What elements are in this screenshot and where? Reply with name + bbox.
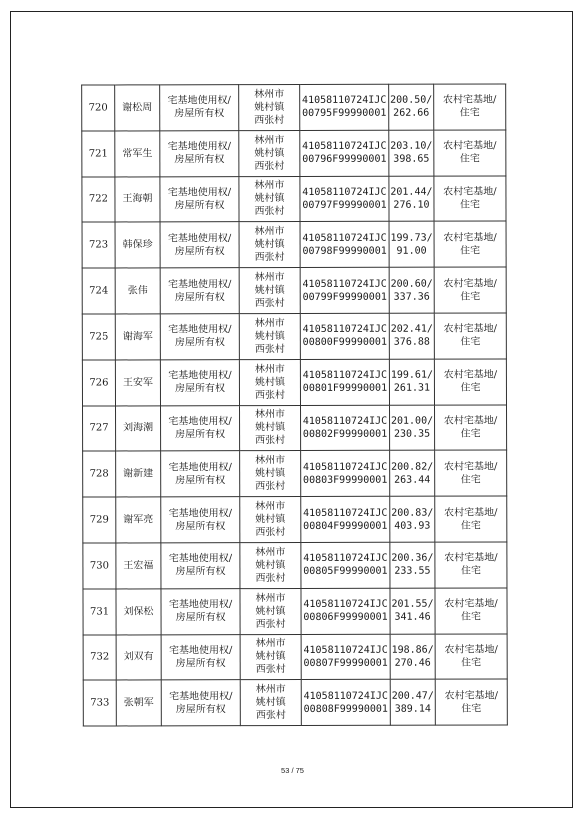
land-use-line: 农村宅基地/ — [444, 552, 498, 564]
unit-code-cell — [301, 634, 390, 680]
area-line: 200.82/ — [391, 461, 434, 473]
location-cell — [239, 359, 300, 405]
location-cell — [239, 313, 300, 359]
unit-code-line: 41058110724IJC — [303, 553, 388, 565]
unit-code-line: 00808F99990001 — [303, 703, 388, 715]
land-use-line: 住宅 — [460, 520, 481, 532]
right-type-line: 宅基地使用权/ — [167, 141, 232, 153]
land-use-line: 住宅 — [459, 199, 480, 211]
record-number-cell: 724 — [82, 268, 115, 314]
record-number-cell: 723 — [82, 222, 115, 268]
location-line: 姚村镇 — [254, 239, 285, 251]
location-line: 西张村 — [255, 481, 286, 493]
unit-code-line: 41058110724IJC — [303, 644, 388, 656]
table-row — [83, 405, 507, 452]
table-row — [83, 679, 507, 726]
unit-code-line: 00798F99990001 — [302, 245, 387, 257]
table-row — [82, 267, 506, 314]
area-line: 200.83/ — [391, 507, 434, 519]
right-type-cell — [161, 588, 240, 634]
table-body — [82, 84, 508, 726]
right-type-line: 宅基地使用权/ — [169, 690, 233, 703]
area-cell — [390, 588, 435, 634]
area-cell — [390, 634, 435, 680]
owner-name-cell: 王安军 — [115, 360, 160, 406]
unit-code-cell — [300, 130, 389, 176]
owner-name-cell: 张朝军 — [116, 680, 161, 726]
record-number-cell: 729 — [83, 497, 116, 543]
unit-code-cell — [300, 222, 389, 268]
record-number-cell: 731 — [83, 589, 116, 635]
area-line: 202.41/ — [390, 324, 433, 336]
owner-name-cell: 韩保珍 — [115, 222, 160, 268]
land-use-line: 农村宅基地/ — [443, 94, 497, 107]
record-number-cell: 720 — [82, 85, 115, 131]
table-row — [82, 313, 506, 360]
area-line: 199.73/ — [390, 232, 433, 244]
land-use-line: 住宅 — [461, 611, 482, 623]
unit-code-line: 00803F99990001 — [303, 474, 388, 486]
location-line: 西张村 — [254, 389, 285, 401]
right-type-cell — [160, 314, 239, 360]
owner-name-cell: 刘保松 — [116, 589, 161, 635]
unit-code-cell — [300, 267, 389, 313]
land-use-cell — [435, 496, 507, 542]
area-line: 230.35 — [393, 428, 431, 440]
right-type-line: 宅基地使用权/ — [168, 324, 232, 336]
page-number: 53 / 75 — [281, 766, 304, 775]
right-type-line: 房屋所有权 — [174, 383, 225, 395]
location-line: 林州市 — [255, 546, 286, 558]
location-line: 姚村镇 — [255, 651, 286, 663]
right-type-line: 宅基地使用权/ — [168, 416, 232, 428]
owner-name-cell: 刘双有 — [116, 634, 161, 680]
area-line: 200.47/ — [391, 690, 434, 702]
property-register-table — [81, 83, 508, 726]
location-line: 姚村镇 — [255, 514, 286, 526]
right-type-cell — [160, 359, 239, 405]
right-type-line: 宅基地使用权/ — [168, 507, 232, 519]
unit-code-line: 00804F99990001 — [303, 520, 388, 532]
location-cell — [240, 634, 301, 680]
location-cell — [240, 405, 301, 451]
location-line: 林州市 — [255, 455, 286, 467]
location-line: 西张村 — [254, 298, 285, 310]
owner-name-cell: 王宏福 — [116, 543, 161, 589]
land-use-line: 住宅 — [460, 382, 481, 394]
unit-code-line: 00800F99990001 — [302, 337, 387, 349]
record-number-cell: 726 — [82, 360, 115, 406]
land-use-cell — [435, 542, 507, 588]
owner-name-cell: 谢新建 — [116, 451, 161, 497]
location-line: 林州市 — [254, 272, 285, 284]
unit-code-line: 41058110724IJC — [303, 598, 388, 611]
unit-code-cell — [300, 405, 389, 451]
right-type-line: 宅基地使用权/ — [168, 645, 233, 657]
location-line: 西张村 — [255, 664, 286, 676]
unit-code-line: 41058110724IJC — [302, 95, 387, 107]
owner-name-cell: 谢松周 — [115, 85, 160, 131]
area-cell — [389, 267, 434, 313]
unit-code-line: 00795F99990001 — [302, 108, 387, 120]
owner-name-cell: 谢军亮 — [116, 497, 161, 543]
land-use-line: 住宅 — [459, 153, 480, 165]
land-use-line: 农村宅基地/ — [443, 140, 497, 152]
right-type-line: 房屋所有权 — [175, 703, 226, 716]
area-line: 201.44/ — [390, 186, 433, 198]
right-type-line: 宅基地使用权/ — [168, 553, 233, 565]
location-line: 姚村镇 — [254, 285, 285, 297]
area-line: 376.88 — [393, 337, 430, 349]
right-type-cell — [161, 497, 240, 543]
location-cell — [239, 222, 300, 268]
area-cell — [390, 451, 435, 497]
area-line: 261.31 — [393, 382, 431, 394]
area-line: 398.65 — [393, 153, 430, 165]
right-type-line: 房屋所有权 — [175, 474, 226, 487]
area-cell — [389, 313, 434, 359]
area-line: 233.55 — [394, 566, 431, 578]
area-cell — [389, 84, 434, 130]
unit-code-line: 41058110724IJC — [302, 369, 388, 382]
location-line: 林州市 — [254, 134, 285, 146]
location-cell — [239, 176, 300, 222]
unit-code-line: 00797F99990001 — [302, 199, 387, 211]
area-line: 91.00 — [396, 245, 427, 257]
location-line: 西张村 — [255, 618, 286, 630]
right-type-line: 宅基地使用权/ — [167, 187, 232, 199]
unit-code-line: 00806F99990001 — [303, 611, 388, 624]
location-cell — [239, 130, 300, 176]
land-use-line: 农村宅基地/ — [443, 278, 497, 290]
unit-code-cell — [300, 313, 389, 359]
area-cell — [389, 176, 434, 222]
area-line: 200.60/ — [390, 278, 433, 290]
area-cell — [390, 542, 435, 588]
location-line: 姚村镇 — [254, 193, 285, 205]
land-use-line: 农村宅基地/ — [444, 507, 498, 519]
right-type-line: 房屋所有权 — [174, 154, 225, 166]
right-type-cell — [161, 405, 240, 451]
unit-code-line: 00802F99990001 — [302, 428, 388, 440]
right-type-line: 宅基地使用权/ — [167, 95, 231, 107]
location-line: 姚村镇 — [254, 101, 285, 113]
unit-code-cell — [301, 588, 390, 634]
location-cell — [240, 680, 301, 726]
location-cell — [239, 84, 300, 130]
right-type-cell — [161, 451, 240, 497]
right-type-cell — [161, 680, 240, 726]
right-type-cell — [160, 176, 239, 222]
owner-name-cell: 王海朝 — [115, 176, 160, 222]
location-line: 林州市 — [255, 592, 286, 604]
area-line: 203.10/ — [390, 140, 433, 152]
location-line: 西张村 — [255, 527, 286, 539]
unit-code-cell — [301, 496, 390, 542]
land-use-line: 农村宅基地/ — [444, 644, 498, 656]
land-use-line: 住宅 — [461, 703, 482, 715]
area-cell — [390, 679, 435, 725]
location-line: 西张村 — [254, 206, 285, 218]
right-type-line: 宅基地使用权/ — [168, 599, 233, 611]
land-use-cell — [435, 679, 507, 725]
location-line: 姚村镇 — [254, 147, 285, 159]
right-type-line: 房屋所有权 — [174, 245, 225, 258]
right-type-line: 房屋所有权 — [174, 108, 225, 120]
land-use-cell — [435, 634, 507, 680]
location-line: 姚村镇 — [255, 559, 286, 571]
area-cell — [389, 130, 434, 176]
area-cell — [390, 496, 435, 542]
land-use-cell — [434, 405, 506, 451]
right-type-line: 房屋所有权 — [175, 566, 226, 578]
location-cell — [240, 542, 301, 588]
right-type-line: 房屋所有权 — [174, 337, 225, 349]
land-use-line: 住宅 — [459, 107, 480, 119]
area-cell — [389, 405, 434, 451]
land-use-line: 农村宅基地/ — [443, 415, 498, 427]
owner-name-cell: 张伟 — [115, 268, 160, 314]
area-line: 201.00/ — [390, 415, 434, 427]
location-cell — [240, 451, 301, 497]
area-line: 276.10 — [393, 199, 430, 211]
location-line: 林州市 — [255, 409, 286, 421]
location-line: 林州市 — [254, 226, 285, 238]
unit-code-line: 00796F99990001 — [302, 153, 387, 166]
table-row — [82, 359, 506, 406]
unit-code-cell — [301, 680, 390, 726]
table-row — [83, 634, 507, 681]
area-line: 337.36 — [393, 291, 430, 303]
table-row — [83, 542, 507, 589]
location-line: 林州市 — [254, 88, 285, 100]
location-line: 林州市 — [254, 363, 285, 375]
right-type-line: 宅基地使用权/ — [168, 461, 232, 474]
location-line: 西张村 — [255, 710, 286, 722]
record-number-cell: 730 — [83, 543, 116, 589]
land-use-cell — [434, 84, 506, 130]
table-row — [83, 588, 507, 635]
location-line: 西张村 — [255, 572, 286, 584]
unit-code-line: 00799F99990001 — [302, 291, 387, 303]
land-use-line: 农村宅基地/ — [443, 369, 498, 381]
area-line: 201.55/ — [391, 598, 434, 610]
unit-code-line: 41058110724IJC — [302, 324, 387, 336]
location-line: 西张村 — [254, 160, 285, 172]
area-line: 198.86/ — [391, 644, 434, 656]
right-type-cell — [161, 543, 240, 589]
owner-name-cell: 常军生 — [115, 131, 160, 177]
land-use-line: 农村宅基地/ — [443, 461, 498, 473]
location-line: 西张村 — [254, 114, 285, 126]
right-type-line: 房屋所有权 — [174, 291, 225, 303]
area-line: 263.44 — [394, 474, 431, 486]
location-line: 林州市 — [254, 180, 285, 192]
area-line: 341.46 — [394, 611, 431, 623]
location-line: 西张村 — [255, 435, 286, 447]
area-cell — [389, 359, 434, 405]
location-line: 姚村镇 — [255, 605, 286, 617]
unit-code-line: 41058110724IJC — [302, 278, 387, 290]
record-number-cell: 727 — [83, 406, 116, 452]
location-cell — [240, 588, 301, 634]
record-number-cell: 721 — [82, 131, 115, 177]
unit-code-line: 00805F99990001 — [303, 566, 388, 578]
land-use-line: 住宅 — [460, 565, 481, 577]
location-line: 西张村 — [254, 343, 285, 355]
right-type-cell — [161, 634, 240, 680]
land-use-line: 农村宅基地/ — [443, 232, 497, 244]
location-line: 林州市 — [255, 638, 286, 650]
area-line: 200.36/ — [391, 552, 434, 565]
land-use-line: 住宅 — [460, 336, 481, 348]
table-row — [83, 450, 507, 497]
unit-code-line: 41058110724IJC — [302, 415, 388, 427]
record-number-cell: 733 — [83, 680, 116, 726]
land-use-cell — [434, 267, 506, 313]
location-line: 姚村镇 — [255, 422, 286, 434]
unit-code-cell — [300, 84, 389, 130]
right-type-cell — [160, 130, 239, 176]
land-use-line: 农村宅基地/ — [443, 186, 497, 198]
record-number-cell: 732 — [83, 635, 116, 681]
location-line: 姚村镇 — [254, 330, 285, 342]
right-type-line: 房屋所有权 — [175, 429, 226, 441]
unit-code-line: 41058110724IJC — [302, 461, 388, 473]
unit-code-cell — [300, 359, 389, 405]
location-line: 西张村 — [254, 252, 285, 264]
location-line: 姚村镇 — [255, 697, 286, 709]
unit-code-line: 41058110724IJC — [302, 232, 387, 244]
location-line: 林州市 — [255, 684, 286, 696]
area-line: 262.66 — [393, 108, 430, 120]
unit-code-line: 00801F99990001 — [302, 382, 388, 395]
record-number-cell: 722 — [82, 177, 115, 223]
unit-code-cell — [300, 176, 389, 222]
land-use-line: 住宅 — [460, 291, 481, 303]
table-row — [82, 176, 506, 223]
area-line: 200.50/ — [390, 95, 433, 107]
right-type-line: 房屋所有权 — [175, 520, 226, 532]
land-use-cell — [435, 450, 507, 496]
right-type-cell — [160, 85, 239, 131]
right-type-line: 房屋所有权 — [174, 200, 225, 212]
unit-code-line: 41058110724IJC — [303, 690, 388, 702]
land-use-line: 农村宅基地/ — [444, 598, 498, 610]
unit-code-line: 41058110724IJC — [302, 140, 387, 153]
record-number-cell: 728 — [83, 451, 116, 497]
land-use-cell — [434, 130, 506, 176]
land-use-cell — [434, 176, 506, 222]
location-cell — [239, 268, 300, 314]
unit-code-cell — [301, 542, 390, 588]
owner-name-cell: 刘海潮 — [116, 405, 161, 451]
location-line: 林州市 — [254, 317, 285, 329]
owner-name-cell: 谢海军 — [115, 314, 160, 360]
land-use-line: 住宅 — [460, 474, 481, 486]
right-type-line: 宅基地使用权/ — [167, 278, 232, 290]
land-use-cell — [434, 313, 506, 359]
right-type-line: 房屋所有权 — [175, 612, 226, 624]
area-line: 270.46 — [394, 657, 431, 669]
right-type-line: 宅基地使用权/ — [168, 370, 232, 382]
location-line: 林州市 — [255, 501, 286, 513]
right-type-line: 房屋所有权 — [175, 658, 226, 670]
table-row — [83, 496, 507, 543]
area-line: 389.14 — [394, 703, 431, 715]
table-row — [82, 84, 506, 131]
right-type-cell — [160, 222, 239, 268]
table-row — [82, 221, 506, 268]
unit-code-line: 41058110724IJC — [303, 507, 388, 519]
land-use-line: 农村宅基地/ — [444, 690, 498, 702]
record-number-cell: 725 — [82, 314, 115, 360]
unit-code-cell — [301, 451, 390, 497]
right-type-line: 宅基地使用权/ — [167, 232, 232, 245]
unit-code-line: 41058110724IJC — [302, 186, 387, 198]
land-use-cell — [434, 359, 506, 405]
area-cell — [389, 222, 434, 268]
right-type-cell — [160, 268, 239, 314]
land-use-line: 住宅 — [460, 428, 481, 440]
land-use-cell — [434, 221, 506, 267]
land-use-line: 住宅 — [461, 657, 482, 669]
area-line: 199.61/ — [390, 369, 434, 381]
location-line: 姚村镇 — [255, 468, 286, 480]
land-use-line: 农村宅基地/ — [443, 323, 498, 335]
land-use-line: 住宅 — [460, 245, 481, 257]
land-use-cell — [435, 588, 507, 634]
table-row — [82, 130, 506, 177]
location-cell — [240, 497, 301, 543]
area-line: 403.93 — [394, 520, 431, 532]
unit-code-line: 00807F99990001 — [303, 657, 388, 669]
location-line: 姚村镇 — [254, 376, 285, 388]
